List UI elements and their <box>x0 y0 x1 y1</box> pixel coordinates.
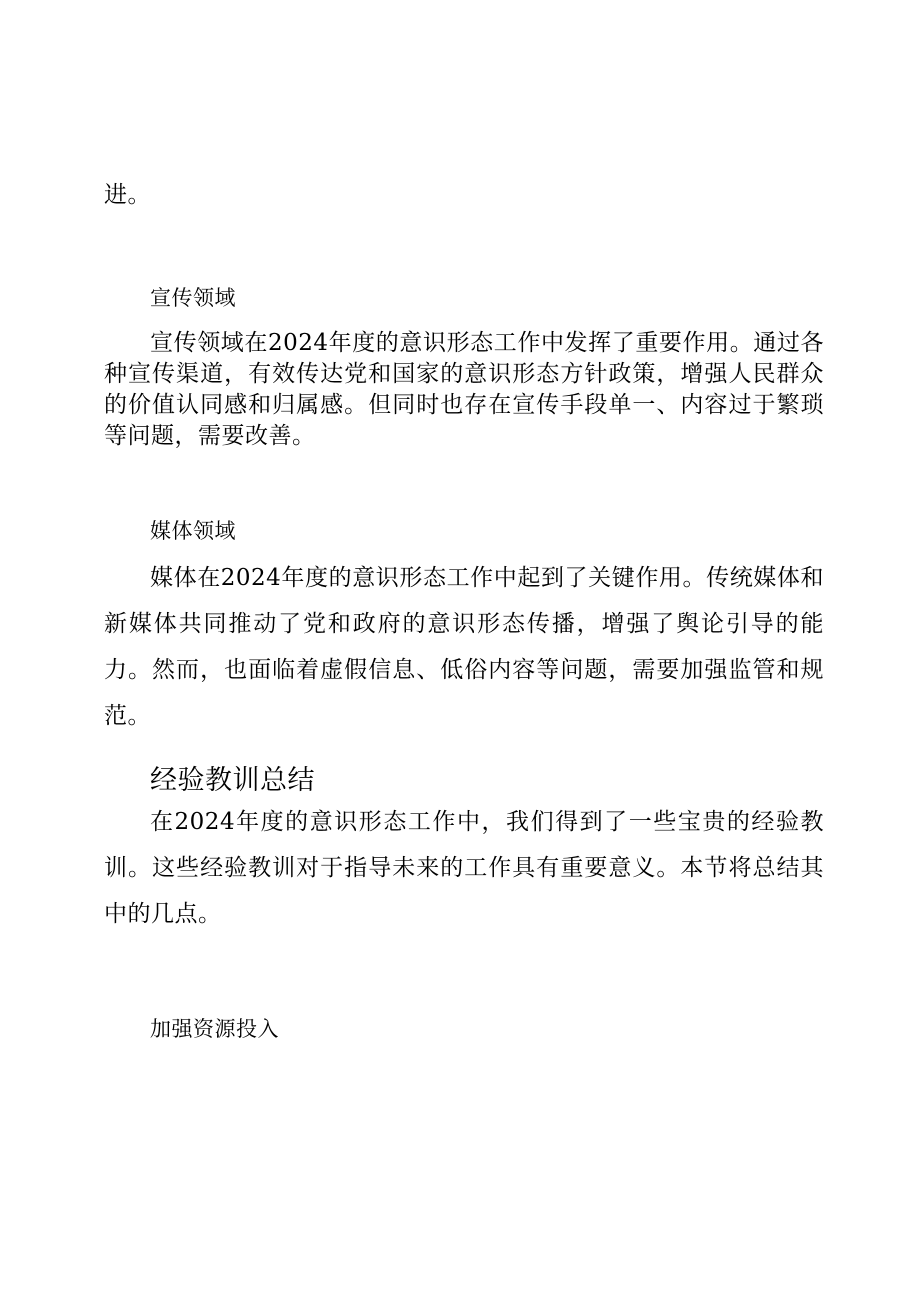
section-heading-media: 媒体领域 <box>150 519 236 543</box>
continuation-text: 进。 <box>104 182 151 208</box>
section-paragraph-media: 媒体在2024年度的意识形态工作中起到了关键作用。传统媒体和新媒体共同推动了党和政府的意识形态传播，增强了舆论引导的能力。然而，也面临着虚假信息、低俗内容等问题，需要加强监管和规范。 <box>104 565 824 729</box>
section-heading-lessons: 经验教训总结 <box>150 765 315 796</box>
section-paragraph-publicity: 宣传领域在2024年度的意识形态工作中发挥了重要作用。通过各种宣传渠道，有效传达党和国家的意识形态方针政策，增强人民群众的价值认同感和归属感。但同时也存在宣传手段单一、内容过于繁琐等问题，需要改善。 <box>104 330 824 449</box>
section-heading-resources: 加强资源投入 <box>150 1017 279 1041</box>
section-paragraph-lessons: 在2024年度的意识形态工作中，我们得到了一些宝贵的经验教训。这些经验教训对于指导未来的工作具有重要意义。本节将总结其中的几点。 <box>104 809 824 927</box>
section-heading-publicity: 宣传领域 <box>150 286 236 310</box>
